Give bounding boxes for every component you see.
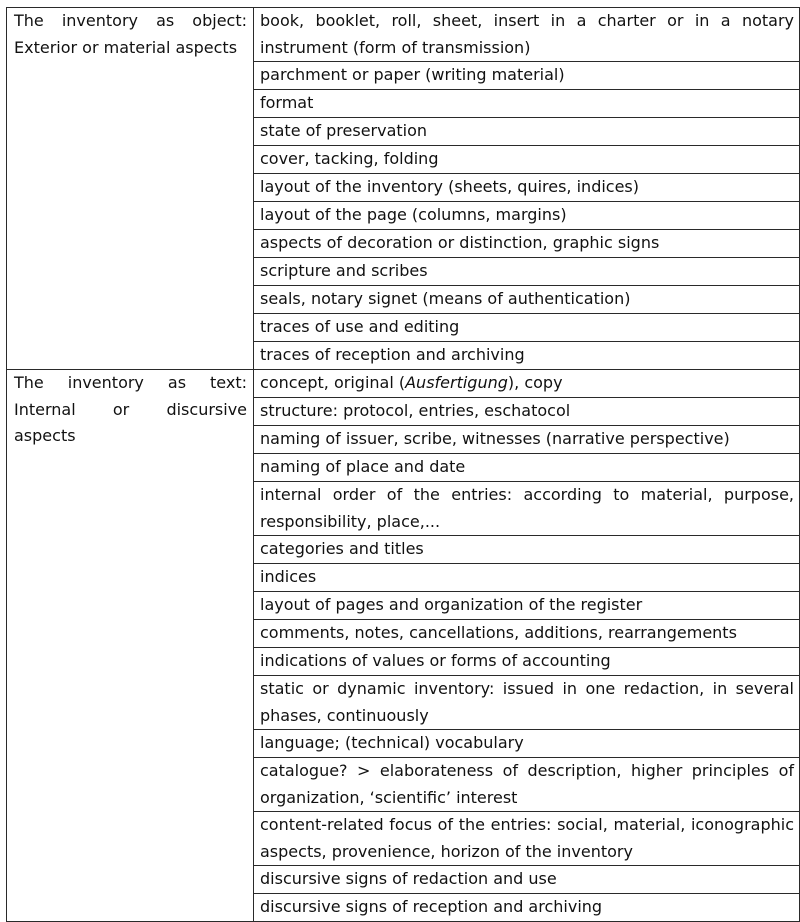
section-heading-object: The inventory as object: Exterior or material aspects xyxy=(7,8,254,370)
table-cell: static or dynamic inventory: issued in one redaction, in several phases, continuously xyxy=(254,676,800,730)
table-cell: naming of place and date xyxy=(254,454,800,482)
table-cell: layout of the inventory (sheets, quires, indices) xyxy=(254,174,800,202)
table-cell: categories and titles xyxy=(254,536,800,564)
table-cell: traces of use and editing xyxy=(254,314,800,342)
table-cell: structure: protocol, entries, eschatocol xyxy=(254,398,800,426)
table-cell: parchment or paper (writing material) xyxy=(254,62,800,90)
cell-text-before: concept, original ( xyxy=(260,373,406,392)
table-cell: layout of the page (columns, margins) xyxy=(254,202,800,230)
table-cell: indications of values or forms of accounting xyxy=(254,648,800,676)
table-cell: layout of pages and organization of the register xyxy=(254,592,800,620)
section-heading-text: The inventory as text: Internal or discursive aspects xyxy=(7,370,254,922)
table-cell: comments, notes, cancellations, additions, rearrangements xyxy=(254,620,800,648)
table-row xyxy=(7,370,800,398)
table-cell: discursive signs of redaction and use xyxy=(254,866,800,894)
cell-text-after: ), copy xyxy=(507,373,563,392)
table-cell: state of preservation xyxy=(254,118,800,146)
inventory-aspects-table xyxy=(6,7,800,922)
table-cell: seals, notary signet (means of authentication) xyxy=(254,286,800,314)
table-row xyxy=(7,8,800,62)
table-cell: scripture and scribes xyxy=(254,258,800,286)
emphasized-term: Ausfertigung xyxy=(405,373,508,392)
table-cell: book, booklet, roll, sheet, insert in a charter or in a notary instrument (form of transmission) xyxy=(254,8,800,62)
inventory-aspects-table-wrapper xyxy=(6,7,800,922)
table-cell: internal order of the entries: according to material, purpose, responsibility, place,... xyxy=(254,482,800,536)
table-cell: aspects of decoration or distinction, graphic signs xyxy=(254,230,800,258)
table-cell: traces of reception and archiving xyxy=(254,342,800,370)
table-cell: language; (technical) vocabulary xyxy=(254,730,800,758)
table-cell: indices xyxy=(254,564,800,592)
table-cell: naming of issuer, scribe, witnesses (narrative perspective) xyxy=(254,426,800,454)
table-cell: catalogue? > elaborateness of description, higher principles of organization, ‘scientific’ interest xyxy=(254,758,800,812)
table-cell: format xyxy=(254,90,800,118)
table-cell: cover, tacking, folding xyxy=(254,146,800,174)
table-cell: discursive signs of reception and archiving xyxy=(254,894,800,922)
table-cell: content-related focus of the entries: social, material, iconographic aspects, provenience, horizon of the inventory xyxy=(254,812,800,866)
table-cell xyxy=(254,370,800,398)
